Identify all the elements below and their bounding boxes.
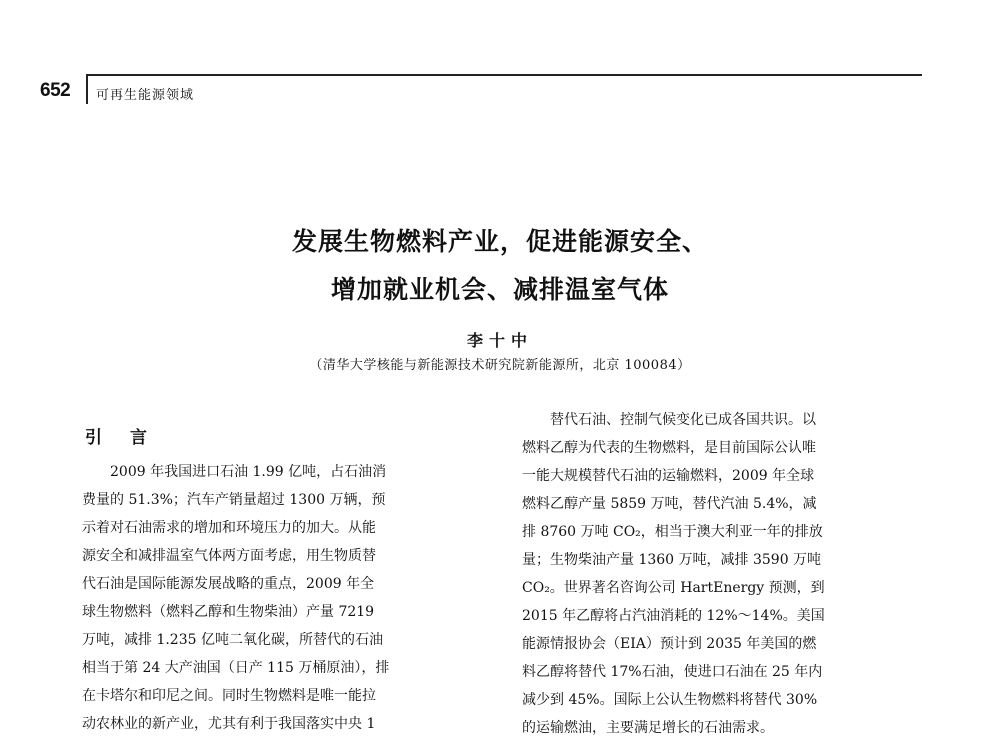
- paragraph-line: 燃料乙醇产量 5859 万吨，替代汽油 5.4%，减: [522, 496, 817, 512]
- journal-name: 可再生能源领域: [96, 88, 195, 103]
- paragraph-line: 费量的 51.3%；汽车产销量超过 1300 万辆，预: [82, 492, 386, 508]
- paragraph-line: 能源情报协会（EIA）预计到 2035 年美国的燃: [522, 636, 817, 652]
- paragraph-line: 一能大规模替代石油的运输燃料，2009 年全球: [522, 468, 815, 484]
- paragraph-line: CO₂。世界著名咨询公司 HartEnergy 预测，到: [522, 580, 825, 596]
- paragraph-line: 源安全和减排温室气体两方面考虑，用生物质替: [82, 548, 376, 564]
- page-number: 652: [40, 80, 71, 101]
- section-heading-introduction: 引言: [85, 428, 175, 448]
- paragraph-line: 相当于第 24 大产油国（日产 115 万桶原油），排: [82, 660, 390, 676]
- paragraph-line: 在卡塔尔和印尼之间。同时生物燃料是唯一能拉: [82, 688, 376, 704]
- author-name: 李十中: [466, 331, 533, 350]
- paragraph-line: 2015 年乙醇将占汽油消耗的 12%～14%。美国: [522, 608, 825, 624]
- paragraph-line: 替代石油、控制气候变化已成各国共识。以: [522, 412, 816, 428]
- paragraph-line: 动农林业的新产业，尤其有利于我国落实中央 1: [82, 716, 376, 732]
- header-divider: [86, 74, 88, 104]
- article-title-line-1: 发展生物燃料产业，促进能源安全、: [291, 227, 708, 256]
- paragraph-line: 万吨，减排 1.235 亿吨二氧化碳，所替代的石油: [82, 632, 383, 648]
- paragraph-line: 排 8760 万吨 CO₂，相当于澳大利亚一年的排放: [522, 524, 823, 540]
- paragraph-line: 的运输燃油，主要满足增长的石油需求。: [522, 720, 774, 736]
- paragraph-line: 减少到 45%。国际上公认生物燃料将替代 30%: [522, 692, 818, 708]
- paragraph-line: 2009 年我国进口石油 1.99 亿吨，占石油消: [82, 464, 387, 480]
- author-affiliation: （清华大学核能与新能源技术研究院新能源所，北京 100084）: [309, 358, 691, 373]
- paragraph-line: 燃料乙醇为代表的生物燃料，是目前国际公认唯: [522, 440, 816, 456]
- article-title-line-2: 增加就业机会、减排温室气体: [330, 275, 669, 304]
- paragraph-line: 示着对石油需求的增加和环境压力的加大。从能: [82, 520, 376, 536]
- paragraph-line: 代石油是国际能源发展战略的重点，2009 年全: [82, 576, 375, 592]
- paragraph-line: 料乙醇将替代 17%石油，使进口石油在 25 年内: [522, 664, 823, 680]
- header-rule: [86, 74, 922, 76]
- paragraph-line: 球生物燃料（燃料乙醇和生物柴油）产量 7219: [82, 604, 375, 620]
- paragraph-line: 量；生物柴油产量 1360 万吨，减排 3590 万吨: [522, 552, 822, 568]
